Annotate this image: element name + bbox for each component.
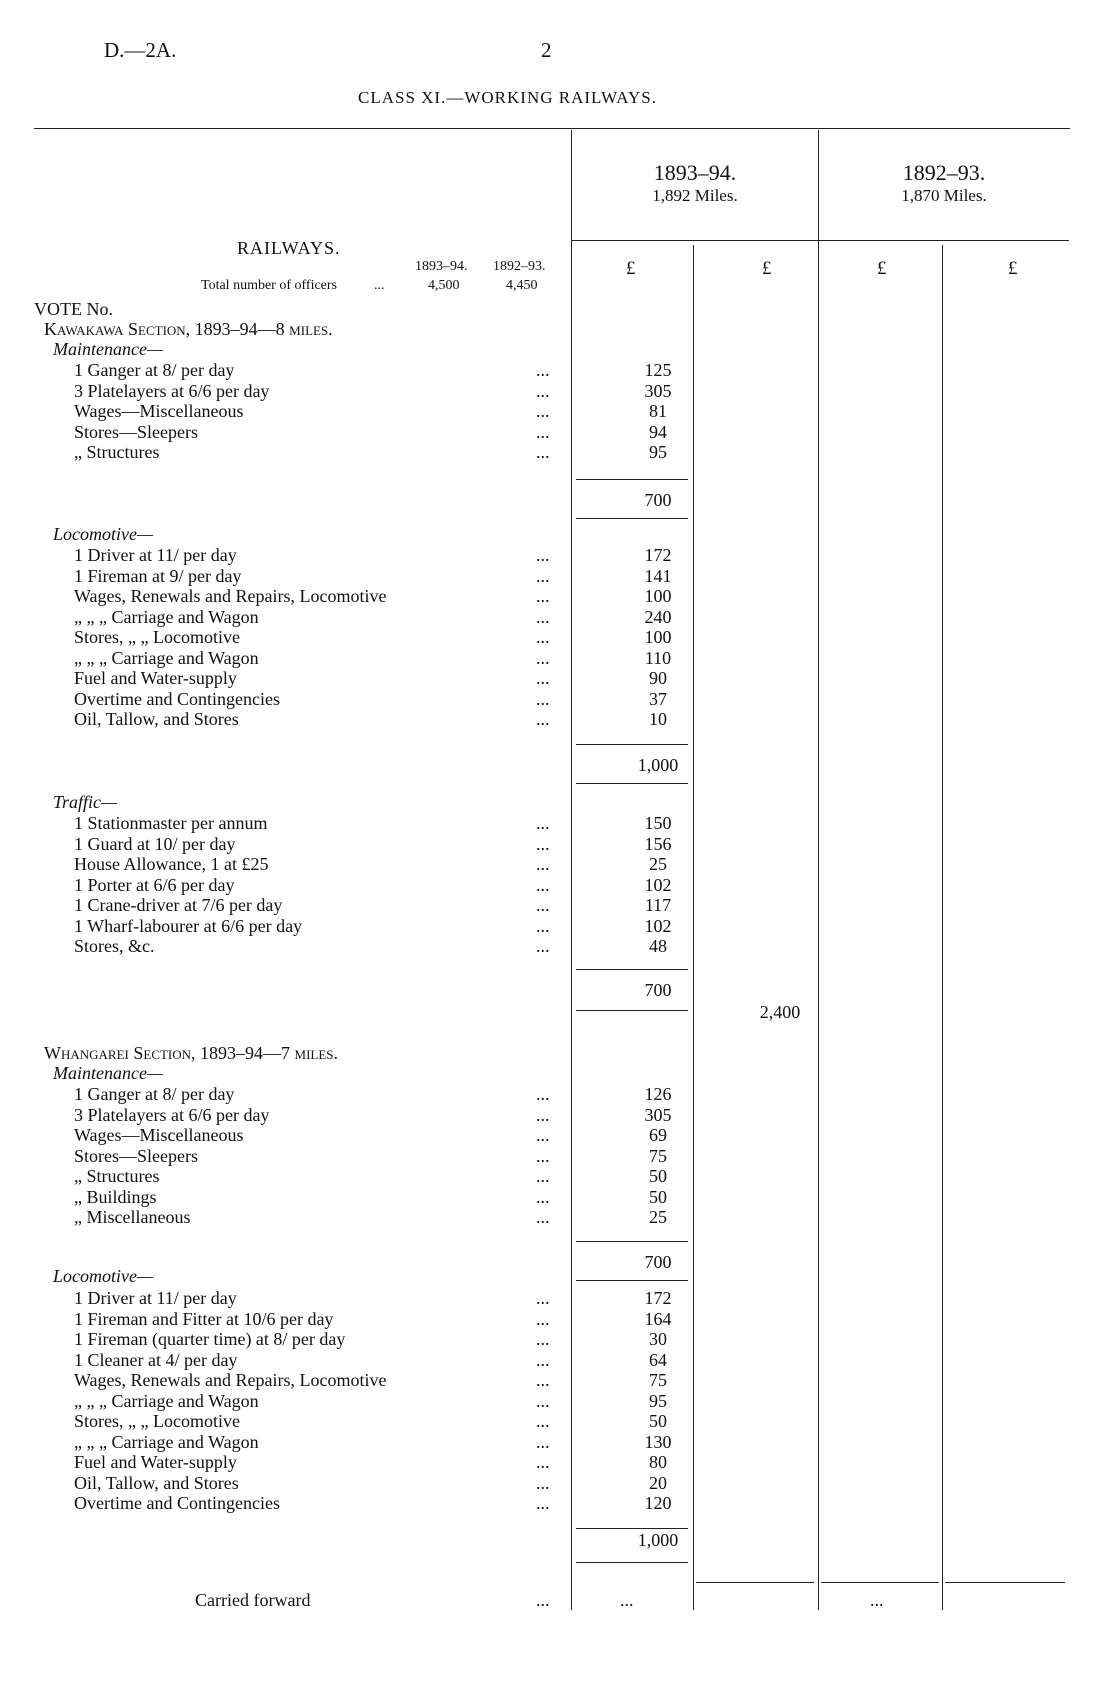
- kawakawa-traffic-total: 700: [644, 980, 672, 1000]
- leader-dots: ...: [536, 1431, 550, 1452]
- kawakawa-maintenance-item-row: [0, 381, 1114, 401]
- whangarei-locomotive-item-row: [0, 1391, 1114, 1411]
- kawakawa-locomotive-item-amount: 37: [649, 688, 667, 709]
- leader-dots: ...: [536, 813, 550, 833]
- leader-dots: ...: [536, 627, 550, 647]
- kawakawa-maintenance-total: 700: [644, 490, 672, 510]
- kawakawa-maintenance-item-label: „ Structures: [74, 442, 160, 462]
- kawakawa-locomotive-item-label: Wages, Renewals and Repairs, Locomotive: [74, 586, 387, 606]
- whangarei-locomotive-item-row: [0, 1411, 1114, 1431]
- kawakawa-maintenance-item-amount: 125: [644, 360, 672, 380]
- kawakawa-section-total: 2,400: [759, 1002, 801, 1022]
- leader-dots: ...: [536, 586, 550, 606]
- whangarei-maintenance-item-row: [0, 1105, 1114, 1125]
- kawakawa-traffic-item-label: 1 Stationmaster per annum: [74, 813, 268, 833]
- kawakawa-traffic-item-label: 1 Crane-driver at 7/6 per day: [74, 895, 283, 915]
- kawakawa-maint-rule: [576, 479, 688, 480]
- leader-dots: ...: [536, 1186, 550, 1207]
- kawakawa-section-title: Kawakawa Section, 1893–94—8 miles.: [44, 319, 333, 339]
- kawakawa-locomotive-item-label: 1 Fireman at 9/ per day: [74, 565, 242, 586]
- kawakawa-locomotive-item-row: [0, 627, 1114, 647]
- leader-dots: ...: [536, 442, 550, 462]
- leader-dots: ...: [536, 421, 550, 442]
- whangarei-maintenance-item-label: Stores—Sleepers: [74, 1145, 198, 1166]
- col2-year: 1892–93.: [902, 160, 986, 185]
- kawakawa-locomotive-item-label: „ „ „ Carriage and Wagon: [74, 647, 259, 668]
- kawakawa-traffic-item-amount: 25: [649, 854, 667, 874]
- kawakawa-traffic-item-row: [0, 875, 1114, 895]
- leader-dots: ...: [536, 854, 550, 874]
- leader-dots: ...: [536, 1370, 550, 1390]
- leader-dots: ...: [536, 1084, 550, 1104]
- kawakawa-traffic-item-label: Stores, &c.: [74, 936, 155, 956]
- whangarei-maintenance-item-amount: 305: [644, 1104, 672, 1125]
- currency-col2: £: [762, 258, 772, 279]
- officers-dots: ...: [374, 278, 385, 293]
- kawakawa-traffic-item-row: [0, 834, 1114, 854]
- kawakawa-traffic-item-amount: 150: [644, 813, 672, 833]
- whangarei-maintenance-item-label: 3 Platelayers at 6/6 per day: [74, 1104, 270, 1125]
- kawakawa-locomotive-item-amount: 90: [649, 668, 667, 688]
- kawakawa-locomotive-total: 1,000: [637, 755, 679, 775]
- kawakawa-traffic-item-row: [0, 936, 1114, 956]
- whangarei-maintenance-item-row: [0, 1166, 1114, 1186]
- whangarei-loco-total-rule: [576, 1562, 688, 1563]
- kawakawa-traffic-item-row: [0, 854, 1114, 874]
- kawakawa-locomotive-item-label: 1 Driver at 11/ per day: [74, 545, 237, 565]
- kawakawa-locomotive-item-amount: 240: [644, 606, 672, 627]
- whangarei-locomotive-item-amount: 20: [649, 1472, 667, 1493]
- footer-rule-4: [945, 1582, 1065, 1583]
- kawakawa-locomotive-item-row: [0, 545, 1114, 565]
- whangarei-locomotive-heading: Locomotive—: [53, 1266, 153, 1286]
- kawakawa-locomotive-item-amount: 141: [644, 565, 672, 586]
- whangarei-locomotive-item-amount: 80: [649, 1452, 667, 1472]
- whangarei-section-title: Whangarei Section, 1893–94—7 miles.: [44, 1043, 339, 1063]
- page-title: CLASS XI.—WORKING RAILWAYS.: [358, 88, 658, 107]
- leader-dots: ...: [536, 545, 550, 565]
- leader-dots: ...: [536, 688, 550, 709]
- kawakawa-maintenance-item-amount: 305: [644, 380, 672, 401]
- whangarei-locomotive-item-label: 1 Fireman (quarter time) at 8/ per day: [74, 1329, 346, 1349]
- leader-dots: ...: [536, 874, 550, 895]
- currency-col3: £: [877, 258, 887, 279]
- leader-dots: ...: [536, 1125, 550, 1145]
- kawakawa-locomotive-item-amount: 100: [644, 586, 672, 606]
- kawakawa-traffic-item-amount: 102: [644, 874, 672, 895]
- leader-dots: ...: [536, 1472, 550, 1493]
- leader-dots: ...: [536, 647, 550, 668]
- leader-dots: ...: [536, 1288, 550, 1308]
- whangarei-maintenance-item-amount: 69: [649, 1125, 667, 1145]
- whangarei-locomotive-item-label: „ „ „ Carriage and Wagon: [74, 1390, 259, 1411]
- whangarei-locomotive-item-label: Overtime and Contingencies: [74, 1493, 280, 1513]
- leader-dots: ...: [536, 895, 550, 915]
- leader-dots: ...: [536, 380, 550, 401]
- whangarei-maintenance-item-label: „ Miscellaneous: [74, 1207, 191, 1227]
- officers-year1: 1893–94.: [415, 259, 468, 274]
- kawakawa-traffic-item-label: House Allowance, 1 at £25: [74, 854, 269, 874]
- whangarei-maintenance-item-amount: 50: [649, 1186, 667, 1207]
- kawakawa-maintenance-item-row: [0, 360, 1114, 380]
- kawakawa-loco-rule: [576, 744, 688, 745]
- whangarei-locomotive-item-label: Oil, Tallow, and Stores: [74, 1472, 239, 1493]
- year1-underline: [572, 240, 818, 241]
- kawakawa-maintenance-item-row: [0, 401, 1114, 421]
- whangarei-locomotive-item-label: 1 Fireman and Fitter at 10/6 per day: [74, 1308, 334, 1329]
- kawakawa-locomotive-item-amount: 10: [649, 709, 667, 729]
- kawakawa-maintenance-item-amount: 95: [649, 442, 667, 462]
- kawakawa-maintenance-heading: Maintenance—: [53, 339, 163, 359]
- kawakawa-locomotive-item-label: Stores, „ „ Locomotive: [74, 627, 240, 647]
- railways-title: RAILWAYS.: [237, 238, 341, 258]
- leader-dots: ...: [536, 668, 550, 688]
- kawakawa-locomotive-item-label: „ „ „ Carriage and Wagon: [74, 606, 259, 627]
- kawakawa-locomotive-item-amount: 110: [644, 647, 672, 668]
- whangarei-maintenance-item-label: 1 Ganger at 8/ per day: [74, 1084, 235, 1104]
- kawakawa-traffic-item-label: 1 Guard at 10/ per day: [74, 833, 236, 854]
- kawakawa-maintenance-item-label: 3 Platelayers at 6/6 per day: [74, 380, 270, 401]
- whangarei-locomotive-item-label: 1 Driver at 11/ per day: [74, 1288, 237, 1308]
- kawakawa-maintenance-item-row: [0, 442, 1114, 462]
- whangarei-locomotive-item-label: Wages, Renewals and Repairs, Locomotive: [74, 1370, 387, 1390]
- whangarei-locomotive-item-amount: 172: [644, 1288, 672, 1308]
- kawakawa-traffic-item-amount: 102: [644, 915, 672, 936]
- whangarei-locomotive-item-amount: 120: [644, 1493, 672, 1513]
- whangarei-loco-rule: [576, 1528, 688, 1529]
- footer-rule-2: [696, 1582, 814, 1583]
- whangarei-locomotive-item-row: [0, 1288, 1114, 1308]
- kawakawa-traffic-item-label: 1 Porter at 6/6 per day: [74, 874, 235, 895]
- whangarei-locomotive-item-amount: 75: [649, 1370, 667, 1390]
- kawakawa-locomotive-item-amount: 100: [644, 627, 672, 647]
- whangarei-locomotive-item-amount: 164: [644, 1308, 672, 1329]
- header-rule: [34, 128, 1070, 129]
- whangarei-maint-total-rule: [576, 1280, 688, 1281]
- officers-year2: 1892–93.: [493, 259, 546, 274]
- whangarei-locomotive-item-label: Stores, „ „ Locomotive: [74, 1411, 240, 1431]
- kawakawa-loco-total-rule: [576, 783, 688, 784]
- kawakawa-locomotive-item-row: [0, 586, 1114, 606]
- leader-dots: ...: [536, 1411, 550, 1431]
- kawakawa-locomotive-item-label: Overtime and Contingencies: [74, 688, 280, 709]
- leader-dots: ...: [536, 1390, 550, 1411]
- leader-dots: ...: [536, 1166, 550, 1186]
- whangarei-locomotive-item-row: [0, 1432, 1114, 1452]
- whangarei-locomotive-item-label: „ „ „ Carriage and Wagon: [74, 1431, 259, 1452]
- kawakawa-locomotive-item-amount: 172: [644, 545, 672, 565]
- leader-dots: ...: [536, 1329, 550, 1349]
- kawakawa-locomotive-item-row: [0, 689, 1114, 709]
- kawakawa-maintenance-item-label: Stores—Sleepers: [74, 421, 198, 442]
- whangarei-maintenance-item-row: [0, 1146, 1114, 1166]
- kawakawa-locomotive-item-label: Fuel and Water-supply: [74, 668, 237, 688]
- whangarei-locomotive-item-row: [0, 1309, 1114, 1329]
- whangarei-locomotive-item-row: [0, 1329, 1114, 1349]
- document-code: D.—2A.: [104, 38, 177, 62]
- kawakawa-maintenance-item-label: Wages—Miscellaneous: [74, 401, 244, 421]
- whangarei-maintenance-item-amount: 75: [649, 1145, 667, 1166]
- currency-col1: £: [626, 258, 636, 279]
- col2-miles: 1,870 Miles.: [901, 186, 987, 205]
- currency-col4: £: [1008, 258, 1018, 279]
- kawakawa-locomotive-item-label: Oil, Tallow, and Stores: [74, 709, 239, 729]
- whangarei-maintenance-item-amount: 126: [644, 1084, 672, 1104]
- col1-miles: 1,892 Miles.: [652, 186, 738, 205]
- page-number: 2: [541, 38, 552, 62]
- kawakawa-maint-total-rule: [576, 518, 688, 519]
- leader-dots: ...: [536, 936, 550, 956]
- leader-dots: ...: [536, 1104, 550, 1125]
- whangarei-maintenance-total: 700: [644, 1252, 672, 1272]
- whangarei-locomotive-item-amount: 64: [649, 1349, 667, 1370]
- whangarei-locomotive-item-row: [0, 1350, 1114, 1370]
- col1-year: 1893–94.: [653, 160, 737, 185]
- kawakawa-traffic-rule: [576, 969, 688, 970]
- whangarei-locomotive-item-label: 1 Cleaner at 4/ per day: [74, 1349, 238, 1370]
- carried-forward-dots: ...: [536, 1590, 550, 1610]
- kawakawa-traffic-heading: Traffic—: [53, 792, 118, 812]
- whangarei-maintenance-item-label: „ Structures: [74, 1166, 160, 1186]
- kawakawa-traffic-item-label: 1 Wharf-labourer at 6/6 per day: [74, 915, 303, 936]
- kawakawa-maintenance-item-row: [0, 422, 1114, 442]
- whangarei-locomotive-item-amount: 95: [649, 1390, 667, 1411]
- kawakawa-locomotive-item-row: [0, 648, 1114, 668]
- whangarei-locomotive-item-amount: 50: [649, 1411, 667, 1431]
- leader-dots: ...: [536, 1452, 550, 1472]
- kawakawa-traffic-item-amount: 156: [644, 833, 672, 854]
- kawakawa-locomotive-item-row: [0, 668, 1114, 688]
- officers-1893: 4,500: [428, 278, 460, 293]
- leader-dots: ...: [536, 1493, 550, 1513]
- officers-1892: 4,450: [506, 278, 538, 293]
- kawakawa-maintenance-item-label: 1 Ganger at 8/ per day: [74, 360, 235, 380]
- kawakawa-traffic-item-row: [0, 895, 1114, 915]
- officers-label: Total number of officers: [201, 278, 337, 293]
- whangarei-locomotive-item-row: [0, 1370, 1114, 1390]
- leader-dots: ...: [536, 1207, 550, 1227]
- kawakawa-locomotive-item-row: [0, 709, 1114, 729]
- kawakawa-locomotive-item-row: [0, 607, 1114, 627]
- whangarei-locomotive-item-row: [0, 1452, 1114, 1472]
- whangarei-maintenance-item-row: [0, 1125, 1114, 1145]
- kawakawa-traffic-total-rule: [576, 1010, 688, 1011]
- leader-dots: ...: [536, 1349, 550, 1370]
- whangarei-locomotive-item-row: [0, 1493, 1114, 1513]
- whangarei-maint-rule: [576, 1241, 688, 1242]
- kawakawa-maintenance-item-amount: 94: [649, 421, 667, 442]
- whangarei-maintenance-item-amount: 50: [649, 1166, 667, 1186]
- whangarei-locomotive-item-row: [0, 1473, 1114, 1493]
- whangarei-maintenance-heading: Maintenance—: [53, 1063, 163, 1083]
- leader-dots: ...: [536, 1145, 550, 1166]
- leader-dots: ...: [536, 1308, 550, 1329]
- kawakawa-maintenance-item-amount: 81: [649, 401, 667, 421]
- whangarei-locomotive-item-amount: 30: [649, 1329, 667, 1349]
- leader-dots: ...: [536, 401, 550, 421]
- kawakawa-traffic-item-row: [0, 813, 1114, 833]
- year2-underline: [819, 240, 1069, 241]
- whangarei-maintenance-item-label: Wages—Miscellaneous: [74, 1125, 244, 1145]
- carried-forward-label: Carried forward: [195, 1590, 311, 1610]
- whangarei-maintenance-item-row: [0, 1084, 1114, 1104]
- kawakawa-traffic-item-amount: 117: [644, 895, 672, 915]
- leader-dots: ...: [536, 606, 550, 627]
- kawakawa-traffic-item-row: [0, 916, 1114, 936]
- leader-dots: ...: [536, 360, 550, 380]
- whangarei-maintenance-item-row: [0, 1207, 1114, 1227]
- leader-dots: ...: [536, 915, 550, 936]
- carried-forward-col3: ...: [870, 1590, 884, 1610]
- leader-dots: ...: [536, 709, 550, 729]
- carried-forward-col1: ...: [620, 1590, 634, 1610]
- whangarei-maintenance-item-label: „ Buildings: [74, 1186, 157, 1207]
- whangarei-locomotive-item-amount: 130: [644, 1431, 672, 1452]
- whangarei-locomotive-item-label: Fuel and Water-supply: [74, 1452, 237, 1472]
- whangarei-maintenance-item-amount: 25: [649, 1207, 667, 1227]
- leader-dots: ...: [536, 833, 550, 854]
- footer-rule-3: [821, 1582, 939, 1583]
- whangarei-locomotive-total: 1,000: [637, 1530, 679, 1550]
- whangarei-maintenance-item-row: [0, 1187, 1114, 1207]
- kawakawa-traffic-item-amount: 48: [649, 936, 667, 956]
- kawakawa-locomotive-heading: Locomotive—: [53, 524, 153, 544]
- kawakawa-locomotive-item-row: [0, 566, 1114, 586]
- leader-dots: ...: [536, 565, 550, 586]
- vote-number: VOTE No.: [34, 299, 113, 319]
